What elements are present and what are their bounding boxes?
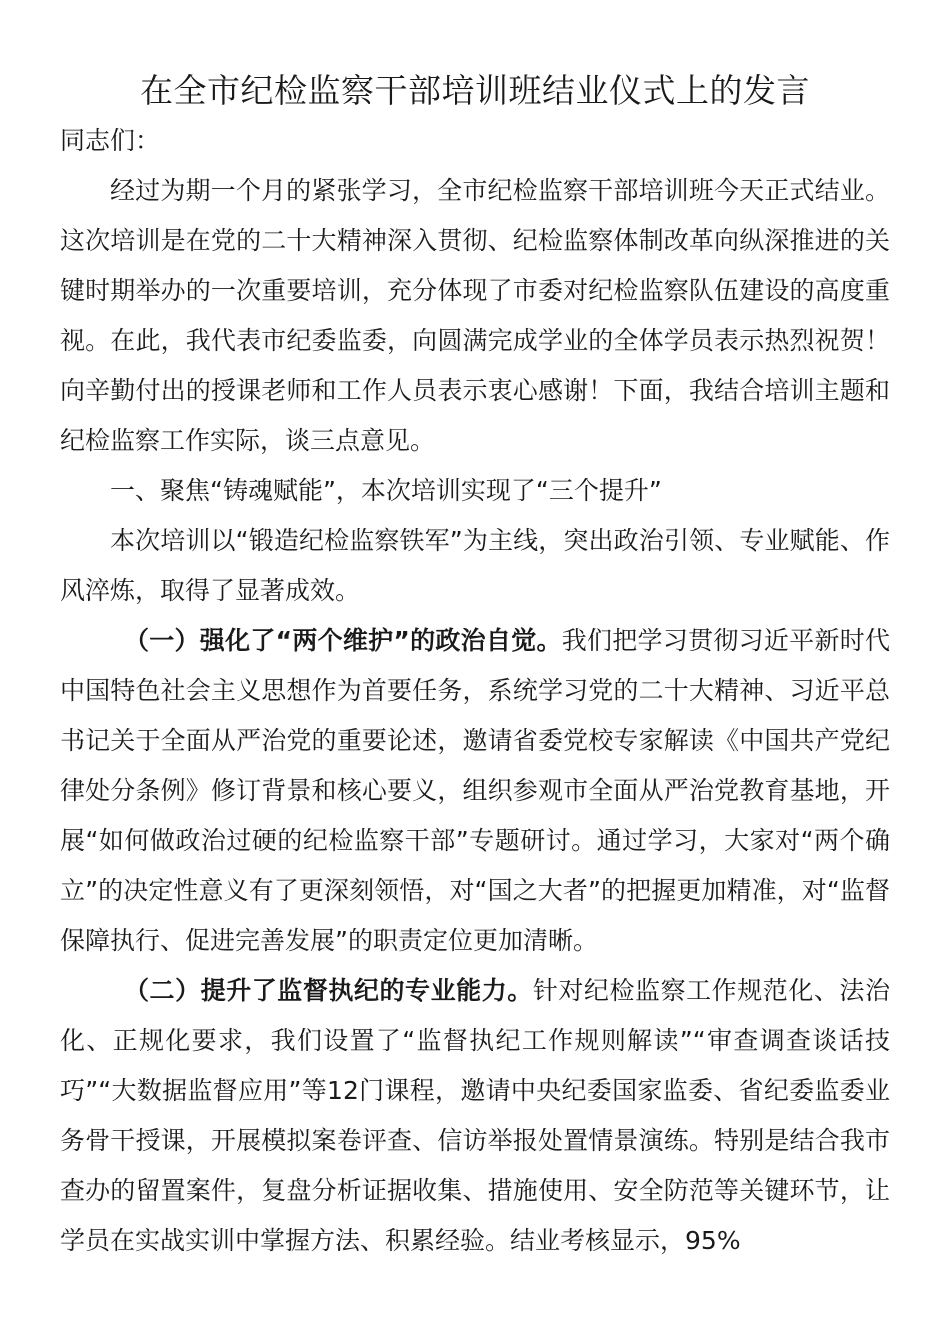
section-1-heading: 一、聚焦“铸魂赋能”，本次培训实现了“三个提升”: [110, 476, 662, 505]
point-2-lead: （二）提升了监督执纪的专业能力。: [124, 976, 533, 1005]
point-1-lead: （一）强化了“两个维护”的政治自觉。: [124, 626, 562, 655]
point-2-body: 针对纪检监察工作规范化、法治化、正规化要求，我们设置了“监督执纪工作规则解读”“审查调查谈话技巧”“大数据监督应用”等12门课程，邀请中央纪委国家监委、省纪委监委业务骨干授课，开展模拟案卷评查、信访举报处置情景演练。特别是结合我市查办的留置案件，复盘分析证据收集、措施使用、安全防范等关键环节，让学员在实战实训中掌握方法、积累经验。结业考核显示，95%: [60, 976, 890, 1255]
salutation: 同志们：: [60, 126, 161, 155]
intro-paragraph: 经过为期一个月的紧张学习，全市纪检监察干部培训班今天正式结业。这次培训是在党的二十大精神深入贯彻、纪检监察体制改革向纵深推进的关键时期举办的一次重要培训，充分体现了市委对纪检监察队伍建设的高度重视。在此，我代表市纪委监委，向圆满完成学业的全体学员表示热烈祝贺！向辛勤付出的授课老师和工作人员表示衷心感谢！下面，我结合培训主题和纪检监察工作实际，谈三点意见。: [60, 176, 890, 455]
point-1-body: 我们把学习贯彻习近平新时代中国特色社会主义思想作为首要任务，系统学习党的二十大精神、习近平总书记关于全面从严治党的重要论述，邀请省委党校专家解读《中国共产党纪律处分条例》修订背景和核心要义，组织参观市全面从严治党教育基地，开展“如何做政治过硬的纪检监察干部”专题研讨。通过学习，大家对“两个确立”的决定性意义有了更深刻领悟，对“国之大者”的把握更加精准，对“监督保障执行、促进完善发展”的职责定位更加清晰。: [60, 626, 890, 955]
section-1-intro: 本次培训以“锻造纪检监察铁军”为主线，突出政治引领、专业赋能、作风淬炼，取得了显著成效。: [60, 526, 890, 605]
point-1-paragraph: [60, 616, 890, 966]
point-2-paragraph: [60, 966, 890, 1266]
document-title: 在全市纪检监察干部培训班结业仪式上的发言: [140, 71, 810, 110]
